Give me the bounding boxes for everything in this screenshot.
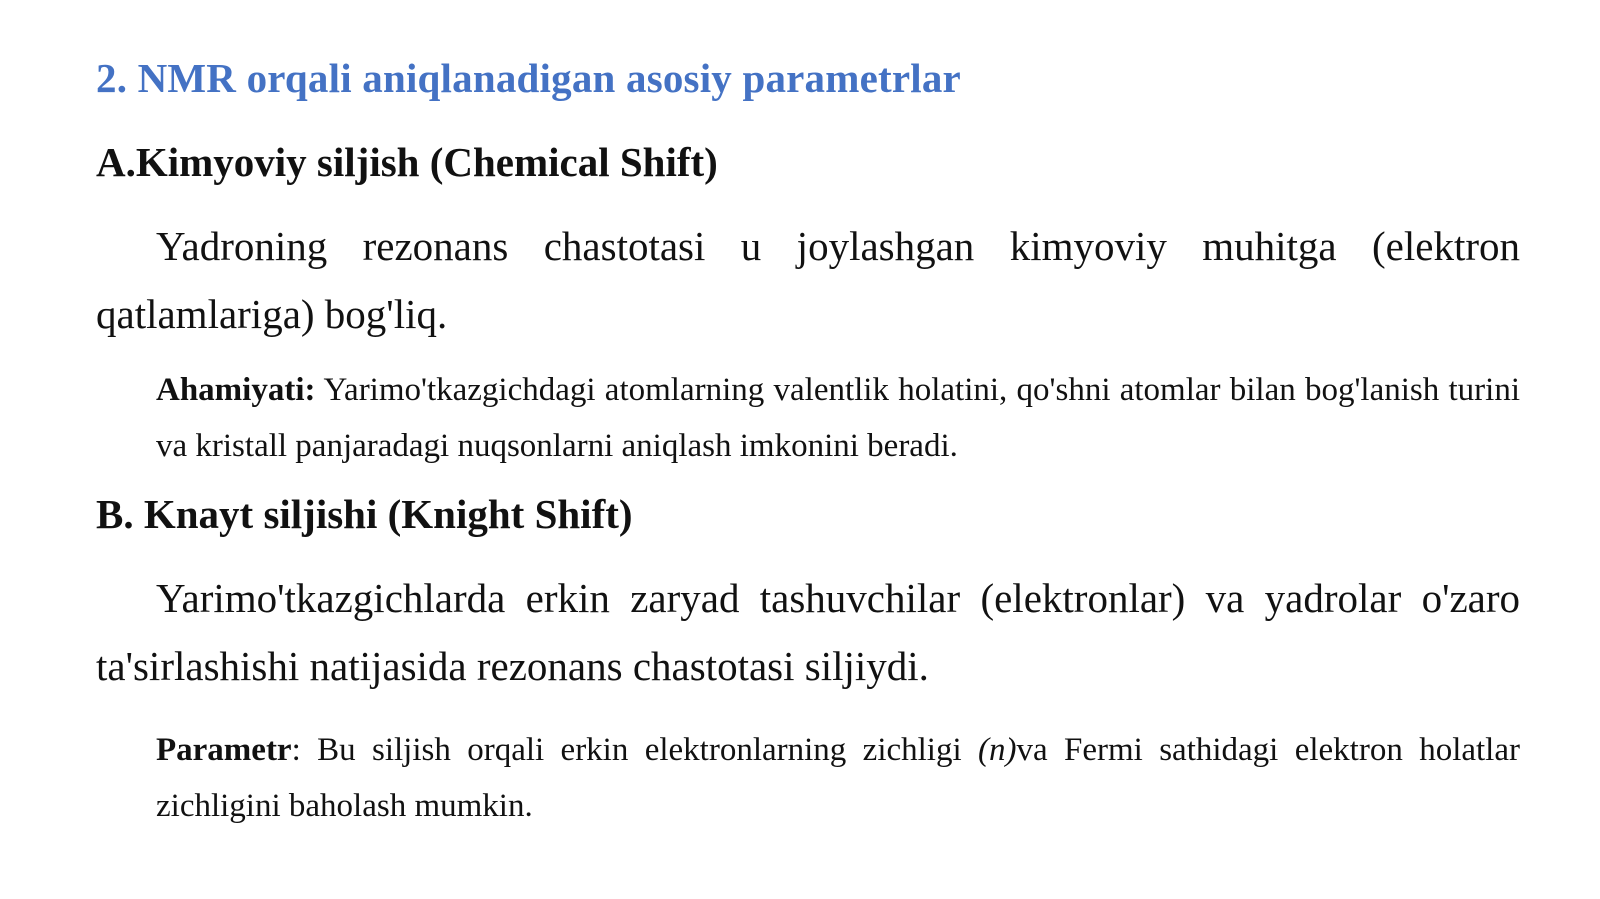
section-b-heading: B. Knayt siljishi (Knight Shift) bbox=[96, 491, 633, 537]
section-b-paragraph: Yarimo'tkazgichlarda erkin zaryad tashuvchilar (elektronlar) va yadrolar o'zaro ta'sirlashishi natijasida rezonans chastotasi siljiydi. bbox=[96, 575, 1520, 689]
section-b-note bbox=[156, 722, 1520, 834]
section-b-note-text-1: : Bu siljish orqali erkin elektronlarning zichligi bbox=[291, 732, 979, 768]
section-a-note bbox=[156, 362, 1520, 474]
section-a-note-label: Ahamiyati: bbox=[156, 372, 316, 408]
section-b-note-label: Parametr bbox=[156, 732, 292, 768]
section-a-note-text: Yarimo'tkazgichdagi atomlarning valentlik holatini, qo'shni atomlar bilan bog'lanish turini va kristall panjaradagi nuqsonlarni aniqlash imkonini beradi. bbox=[156, 372, 1520, 464]
section-a-heading: A.Kimyoviy siljish (Chemical Shift) bbox=[96, 139, 718, 185]
section-b-note-math: (n) bbox=[978, 732, 1017, 768]
section-b-note-text-2: va Fermi sathidagi elektron holatlar zichligini baholash mumkin. bbox=[156, 732, 1520, 824]
page-title: 2. NMR orqali aniqlanadigan asosiy parametrlar bbox=[96, 55, 961, 101]
section-a-paragraph: Yadroning rezonans chastotasi u joylashgan kimyoviy muhitga (elektron qatlamlariga) bog'liq. bbox=[96, 223, 1520, 337]
